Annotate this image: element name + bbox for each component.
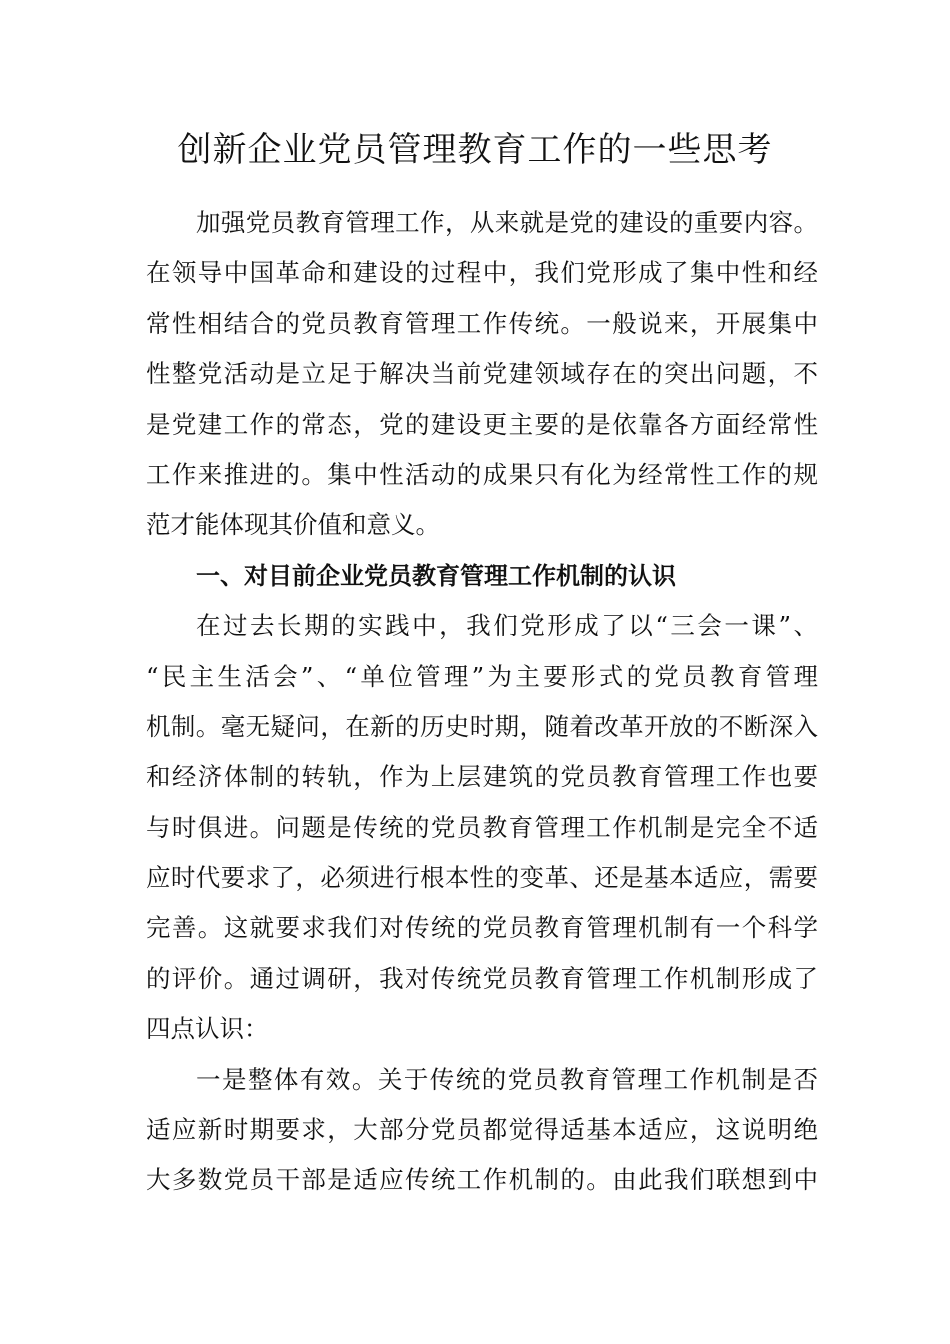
paragraph-2-line-2: “民主生活会”、“单位管理”为主要形式的党员教育管理: [146, 661, 818, 691]
paragraph-2-line-5: 与时俱进。问题是传统的党员教育管理工作机制是完全不适: [146, 812, 818, 842]
paragraph-3-line-3: 大多数党员干部是适应传统工作机制的。由此我们联想到中: [146, 1165, 818, 1195]
paragraph-2-line-8: 的评价。通过调研，我对传统党员教育管理工作机制形成了: [146, 963, 818, 993]
paragraph-2-line-7: 完善。这就要求我们对传统的党员教育管理机制有一个科学: [146, 913, 818, 943]
document-title: 创新企业党员管理教育工作的一些思考: [177, 130, 773, 170]
section-heading-1: 一、对目前企业党员教育管理工作机制的认识: [196, 561, 676, 590]
document-body: [146, 198, 818, 1206]
paragraph-2-line-6: 应时代要求了，必须进行根本性的变革、还是基本适应，需要: [146, 863, 818, 893]
paragraph-1-line-2: 在领导中国革命和建设的过程中，我们党形成了集中性和经: [146, 258, 818, 288]
paragraph-1-line-1: 加强党员教育管理工作，从来就是党的建设的重要内容。: [196, 208, 818, 237]
paragraph-3-line-2: 适应新时期要求，大部分党员都觉得适基本适应，这说明绝: [146, 1115, 818, 1145]
paragraph-1-line-5: 是党建工作的常态，党的建设更主要的是依靠各方面经常性: [146, 409, 818, 439]
paragraph-1-line-3: 常性相结合的党员教育管理工作传统。一般说来，开展集中: [146, 308, 818, 338]
paragraph-3-line-1: 一是整体有效。关于传统的党员教育管理工作机制是否: [196, 1064, 818, 1094]
paragraph-2-line-4: 和经济体制的转轨，作为上层建筑的党员教育管理工作也要: [146, 762, 818, 792]
paragraph-1-line-6: 工作来推进的。集中性活动的成果只有化为经常性工作的规: [146, 459, 818, 489]
paragraph-1-line-7: 范才能体现其价值和意义。: [146, 510, 440, 540]
paragraph-2-line-9: 四点认识：: [146, 1014, 269, 1044]
paragraph-1-line-4: 性整党活动是立足于解决当前党建领域存在的突出问题，不: [146, 359, 818, 389]
paragraph-2-line-3: 机制。毫无疑问，在新的历史时期，随着改革开放的不断深入: [146, 711, 818, 741]
paragraph-2-line-1: 在过去长期的实践中，我们党形成了以“三会一课”、: [196, 611, 818, 641]
